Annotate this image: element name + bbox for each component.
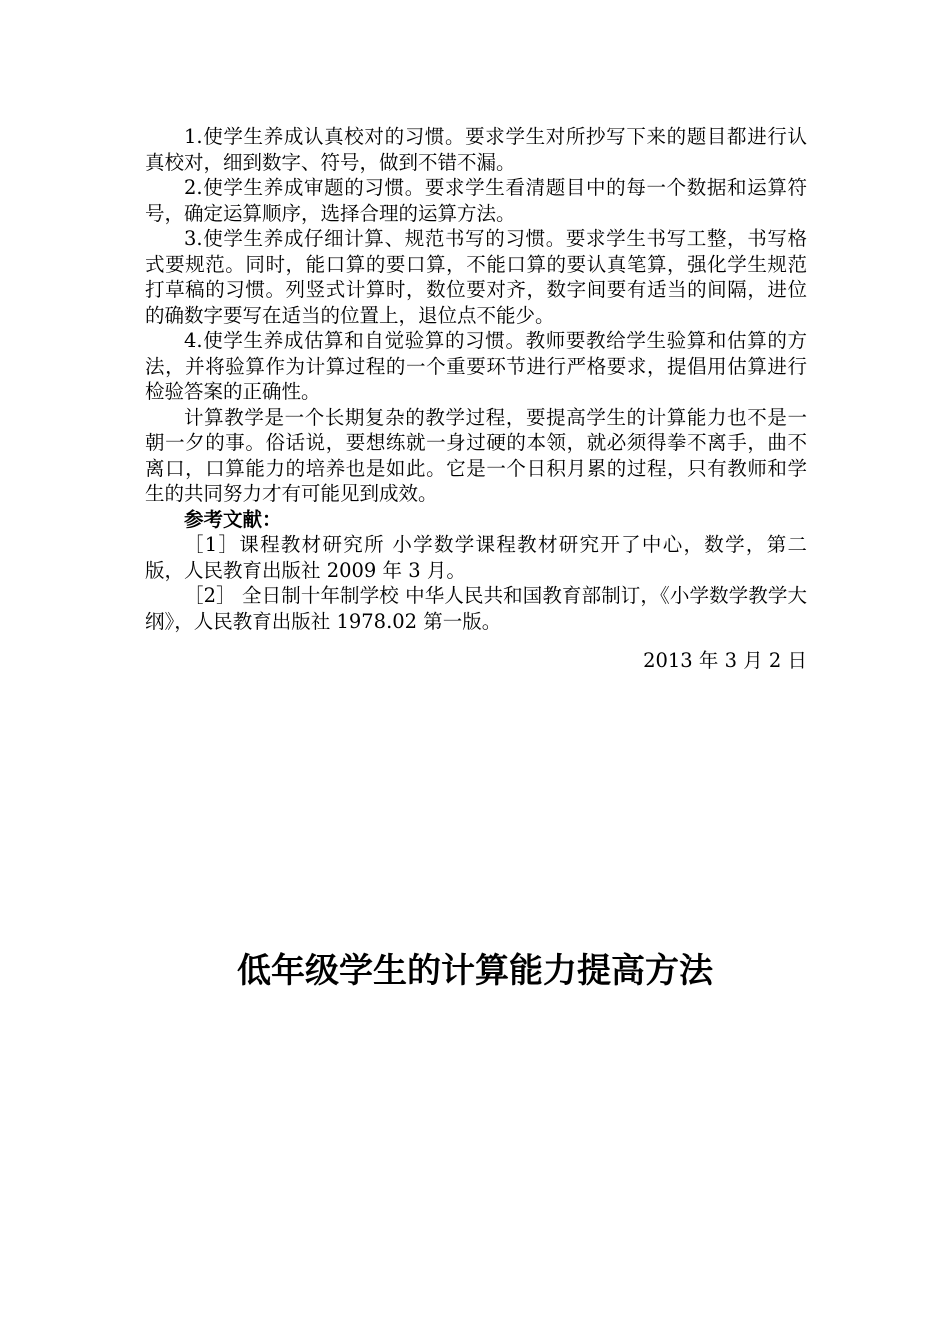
paragraph-habit-estimation-checking: 4.使学生养成估算和自觉验算的习惯。教师要教给学生验算和估算的方法，并将验算作为计算过程的一个重要环节进行严格要求，提倡用估算进行检验答案的正确性。 [145, 329, 807, 403]
paragraph-habit-reading-questions: 2.使学生养成审题的习惯。要求学生看清题目中的每一个数据和运算符号，确定运算顺序，选择合理的运算方法。 [145, 176, 807, 225]
next-article-title: 低年级学生的计算能力提高方法 [237, 951, 713, 991]
reference-item-2: ［2］ 全日制十年制学校 中华人民共和国教育部制订，《小学数学教学大纲》，人民教育出版社 1978.02 第一版。 [145, 584, 807, 633]
reference-item-1: ［1］课程教材研究所 小学数学课程教材研究开了中心，数学，第二版，人民教育出版社 2009 年 3 月。 [145, 533, 807, 582]
document-date: 2013 年 3 月 2 日 [643, 649, 807, 672]
paragraph-habit-proofreading: 1.使学生养成认真校对的习惯。要求学生对所抄写下来的题目都进行认真校对，细到数字、符号，做到不错不漏。 [145, 125, 807, 174]
body-text [145, 124, 807, 634]
paragraph-conclusion: 计算教学是一个长期复杂的教学过程，要提高学生的计算能力也不是一朝一夕的事。俗话说，要想练就一身过硬的本领，就必须得拳不离手，曲不离口，口算能力的培养也是如此。它是一个日积月累的过程，只有教师和学生的共同努力才有可能见到成效。 [145, 405, 807, 505]
paragraph-habit-careful-calculation: 3.使学生养成仔细计算、规范书写的习惯。要求学生书写工整，书写格式要规范。同时，能口算的要口算，不能口算的要认真笔算，强化学生规范打草稿的习惯。列竖式计算时，数位要对齐，数字间要有适当的间隔，进位的确数字要写在适当的位置上，退位点不能少。 [145, 227, 807, 327]
references-heading: 参考文献： [184, 507, 282, 531]
